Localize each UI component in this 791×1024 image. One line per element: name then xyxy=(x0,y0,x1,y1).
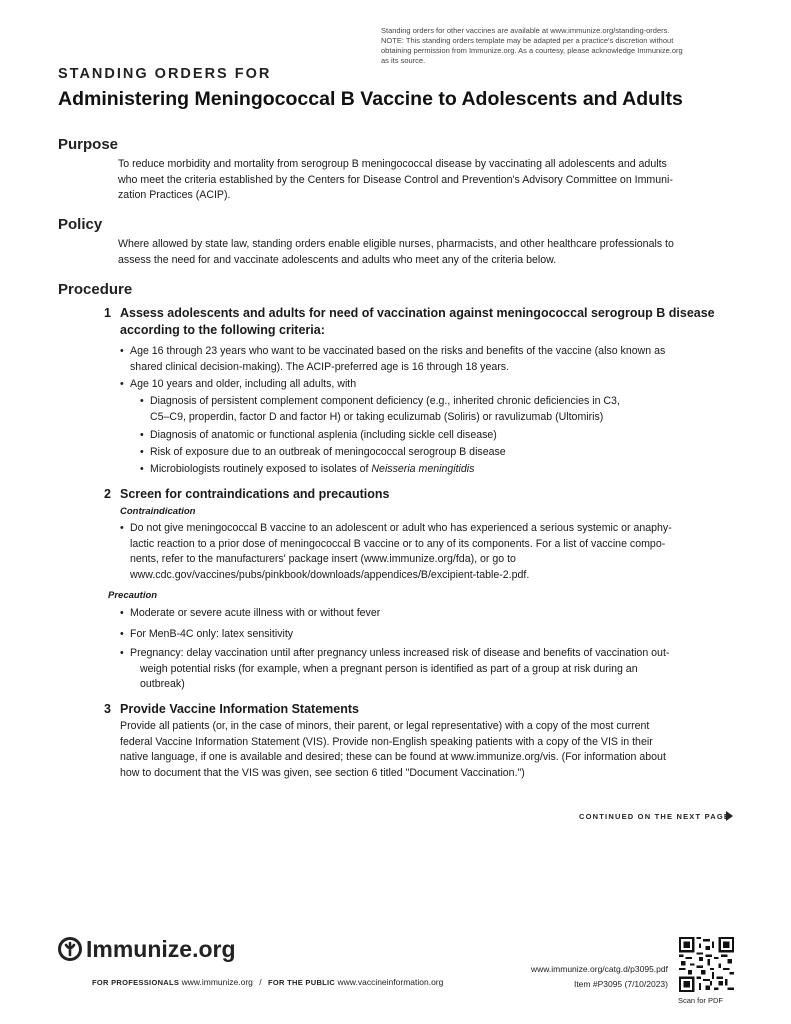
contra-line: lactic reaction to a prior dose of meningococcal B vaccine or to any of its components. For a list of vaccine compo- xyxy=(130,537,666,550)
pro-link[interactable]: www.immunize.org xyxy=(181,977,253,987)
criteria-sub-asplenia xyxy=(150,428,497,444)
immunize-logo-icon xyxy=(58,937,82,961)
precaution-illness xyxy=(130,606,380,622)
vis-text xyxy=(120,719,750,781)
public-link[interactable]: www.vaccineinformation.org xyxy=(337,977,444,987)
step-number: 3 xyxy=(104,702,111,716)
criteria-bullet-shared-decision xyxy=(130,344,745,375)
precaution-line: • For MenB-4C only: latex sensitivity xyxy=(130,627,293,643)
precaution-line: weigh potential risks (for example, when a pregnant person is identified as part of a group at risk during an xyxy=(140,662,638,675)
precaution-line: outbreak) xyxy=(140,678,185,690)
contraindication-text xyxy=(130,521,745,583)
item-number: Item #P3095 (7/10/2023) xyxy=(573,979,668,989)
precaution-line: • Moderate or severe acute illness with or without fever xyxy=(130,606,380,622)
sub-bullet-text: Microbiologists routinely exposed to isolates of xyxy=(150,463,372,475)
step1-title-line: according to the following criteria: xyxy=(120,323,325,337)
vis-line: federal Vaccine Information Statement (VIS). Provide non-English speaking patients with a copy of the VIS in their xyxy=(120,735,653,748)
vis-line: how to document that the VIS was given, see section 6 titled "Document Vaccination.") xyxy=(120,766,525,779)
purpose-text xyxy=(118,157,748,204)
precaution-pregnancy xyxy=(130,646,745,693)
sub-bullet-line: • Diagnosis of anatomic or functional asplenia (including sickle cell disease) xyxy=(150,428,497,444)
step-number: 2 xyxy=(104,487,111,501)
contra-line: www.cdc.gov/vaccines/pubs/pinkbook/downloads/appendices/B/excipient-table-2.pdf. xyxy=(130,568,530,581)
purpose-line: To reduce morbidity and mortality from serogroup B meningococcal disease by vaccinating all adolescents and adults xyxy=(118,158,667,170)
scan-label: Scan for PDF xyxy=(678,996,724,1005)
footer-links xyxy=(92,977,443,987)
immunize-logo: Immunize.org xyxy=(86,936,236,962)
continued-label: CONTINUED ON THE NEXT PAGE xyxy=(579,812,731,821)
step3-title: Provide Vaccine Information Statements xyxy=(120,702,359,716)
policy-heading: Policy xyxy=(58,216,103,233)
organism-name: Neisseria meningitidis xyxy=(371,463,475,475)
policy-line: assess the need for and vaccinate adolescents and adults who meet any of the criteria below. xyxy=(118,253,557,266)
step1-title-line: Assess adolescents and adults for need of vaccination against meningococcal serogroup B disease xyxy=(120,306,715,320)
step-number: 1 xyxy=(104,306,111,320)
step2-title: Screen for contraindications and precautions xyxy=(120,487,390,501)
catg-link[interactable]: www.immunize.org/catg.d/p3095.pdf xyxy=(530,964,668,974)
criteria-sub-outbreak xyxy=(150,445,506,461)
vis-line: Provide all patients (or, in the case of minors, their parent, or legal representative) with a copy of the most current xyxy=(120,720,650,732)
sub-bullet-line: • Diagnosis of persistent complement component deficiency (e.g., inherited chronic deficiencies in C3, xyxy=(150,394,740,410)
policy-text xyxy=(118,237,748,268)
document-title: Administering Meningococcal B Vaccine to Adolescents and Adults xyxy=(58,88,683,110)
contra-line: nents, refer to the manufacturers' package insert (www.immunize.org/fda), or go to xyxy=(130,553,516,565)
notice-line: NOTE: This standing orders template may be adapted per a practice's discretion without xyxy=(381,36,674,45)
policy-line: Where allowed by state law, standing orders enable eligible nurses, pharmacists, and other healthcare professionals to xyxy=(118,238,674,250)
bullet-line: shared clinical decision-making). The ACIP-preferred age is 16 through 18 years. xyxy=(130,360,510,373)
bullet-line: • Age 16 through 23 years who want to be vaccinated based on the risks and benefits of the vaccine (also known as xyxy=(130,344,745,360)
permission-notice xyxy=(381,26,741,66)
precaution-label: Precaution xyxy=(108,590,158,601)
contra-line: • Do not give meningococcal B vaccine to an adolescent or adult who has experienced a serious systemic or anaphy- xyxy=(130,521,745,537)
bullet-line: • Age 10 years and older, including all adults, with xyxy=(130,377,356,393)
purpose-line: who meet the criteria established by the Centers for Disease Control and Prevention's Advisory Committee on Immuni- xyxy=(118,173,673,186)
step1-title xyxy=(120,305,740,339)
sub-bullet-line: C5–C9, properdin, factor D and factor H) or taking eculizumab (Soliris) or ravulizumab (Ultomiris) xyxy=(150,410,604,423)
criteria-sub-complement xyxy=(150,394,740,425)
precaution-line: • Pregnancy: delay vaccination until after pregnancy unless increased risk of disease and benefits of vaccination out- xyxy=(130,646,745,662)
notice-line: obtaining permission from Immunize.org. As a courtesy, please acknowledge Immunize.org xyxy=(381,46,683,55)
public-label: FOR THE PUBLIC xyxy=(268,978,336,987)
contraindication-label: Contraindication xyxy=(120,506,196,517)
arrow-right-icon xyxy=(726,811,733,821)
precaution-latex xyxy=(130,627,293,643)
vis-line: native language, if one is available and desired; these can be found at www.immunize.org/vis. (For information about xyxy=(120,751,666,763)
footer-doc-info xyxy=(508,962,668,992)
purpose-heading: Purpose xyxy=(58,136,119,153)
criteria-bullet-age-10 xyxy=(130,377,356,393)
notice-line: Standing orders for other vaccines are available at www.immunize.org/standing-orders. xyxy=(381,26,670,35)
qr-code-icon[interactable] xyxy=(679,937,734,992)
criteria-sub-microbiologists xyxy=(150,462,474,478)
document-kicker: STANDING ORDERS FOR xyxy=(58,66,272,82)
notice-line: as its source. xyxy=(381,56,426,65)
procedure-heading: Procedure xyxy=(58,281,133,298)
sub-bullet-line: • Risk of exposure due to an outbreak of meningococcal serogroup B disease xyxy=(150,445,506,461)
pro-label: FOR PROFESSIONALS xyxy=(92,978,180,987)
separator: / xyxy=(259,977,262,987)
sub-bullet-line xyxy=(150,462,474,478)
purpose-line: zation Practices (ACIP). xyxy=(118,189,231,201)
